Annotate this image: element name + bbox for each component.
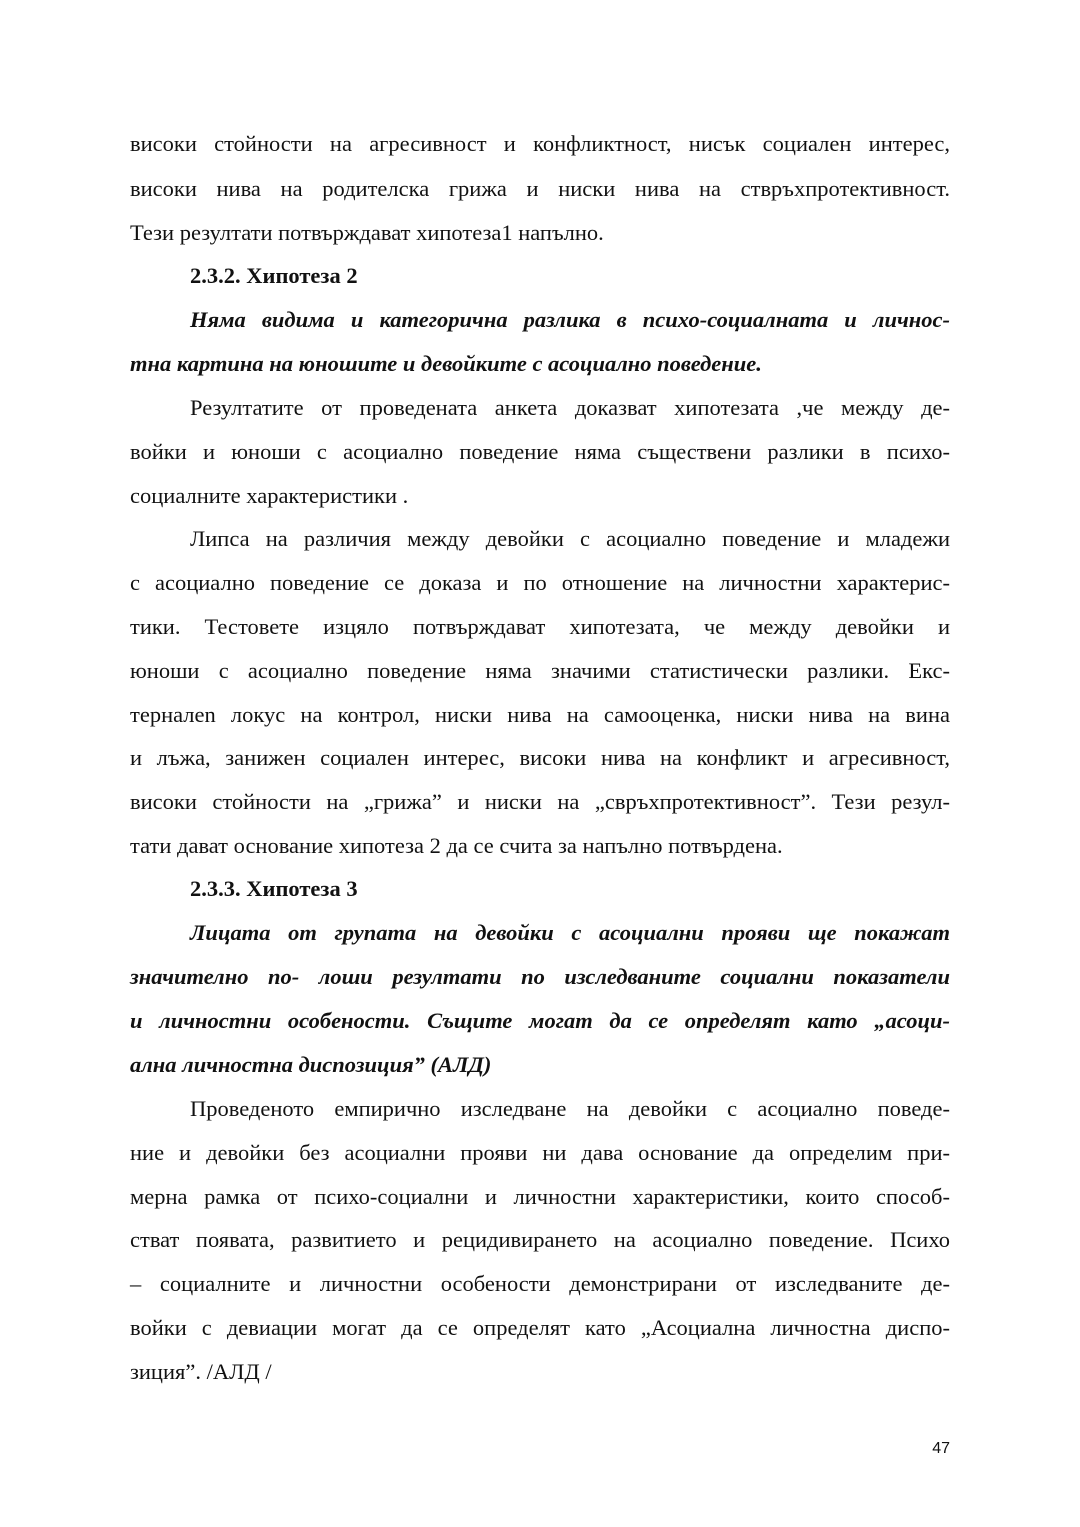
text-line: и лъжа, занижен социален интерес, високи нива на конфликт и агресивност,	[130, 745, 950, 770]
text-line: Проведеното емпирично изследване на девойки с асоциално поведе-	[190, 1096, 950, 1121]
text-line: юноши с асоциално поведение няма значими статистически разлики. Екс-	[130, 658, 950, 683]
text-line: тати дават основание хипотеза 2 да се счита за напълно потвърдена.	[130, 833, 783, 858]
text-line: войки и юноши с асоциално поведение няма съществени разлики в психо-	[130, 439, 950, 464]
text-line: Тези резултати потвърждават хипотеза1 напълно.	[130, 220, 604, 245]
section-heading-2-3-3: 2.3.3. Хипотеза 3	[190, 876, 358, 901]
text-line: Липса на различия между девойки с асоциално поведение и младежи	[190, 526, 950, 551]
text-line: ние и девойки без асоциални прояви ни дава основание да определим при-	[130, 1140, 950, 1165]
hypothesis-statement-line: Няма видима и категорична разлика в психо-социалната и личнос-	[190, 307, 950, 332]
text-line: стват появата, развитието и рецидивирането на асоциално поведение. Психо	[130, 1227, 950, 1252]
section-heading-2-3-2: 2.3.2. Хипотеза 2	[190, 263, 358, 288]
text-line: високи стойности на агресивност и конфликтност, нисък социален интерес,	[130, 131, 950, 156]
text-line: с асоциално поведение се доказа и по отношение на личностни характерис-	[130, 570, 950, 595]
hypothesis-statement-line: тна картина на юношите и девойките с асоциално поведение.	[130, 351, 762, 376]
text-line: войки с девиации могат да се определят като „Асоциална личностна диспо-	[130, 1315, 950, 1340]
hypothesis-statement-line: значително по- лоши резултати по изследваните социални показатели	[130, 964, 950, 989]
page-number: 47	[932, 1440, 950, 1457]
text-line: Резултатите от проведената анкета доказват хипотезата ,че между де-	[190, 395, 950, 420]
hypothesis-statement-line: ална личностна диспозиция” (АЛД)	[130, 1052, 492, 1077]
hypothesis-statement-line: Лицата от групата на девойки с асоциални прояви ще покажат	[190, 920, 950, 945]
text-line: тики. Тестовете изцяло потвърждават хипотезата, че между девойки и	[130, 614, 950, 639]
text-line: терналеn локус на контрол, ниски нива на самооценка, ниски нива на вина	[130, 702, 950, 727]
text-line: зиция”. /АЛД /	[130, 1359, 272, 1384]
text-line: социалните характеристики .	[130, 483, 409, 508]
text-line: мерна рамка от психо-социални и личностни характеристики, които способ-	[130, 1184, 950, 1209]
text-line: – социалните и личностни особености демонстрирани от изследваните де-	[130, 1271, 950, 1296]
text-line: високи стойности на „грижа” и ниски на „свръхпротективност”. Тези резул-	[130, 789, 950, 814]
text-line: високи нива на родителска грижа и ниски нива на ствръхпротективност.	[130, 176, 950, 201]
hypothesis-statement-line: и личностни особености. Същите могат да се определят като „асоци-	[130, 1008, 950, 1033]
